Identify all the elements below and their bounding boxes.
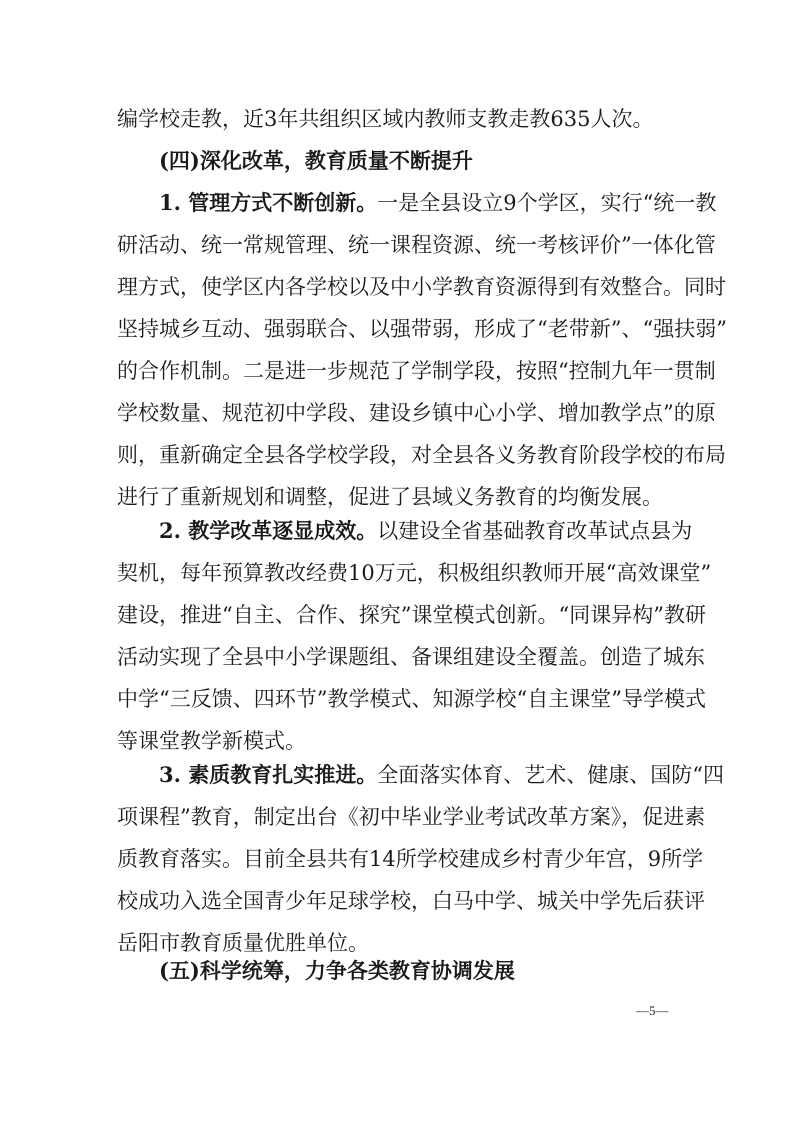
- text-line: [117, 754, 724, 796]
- paragraph-continuation: [117, 98, 686, 140]
- text-line: 学校数量、规范初中学段、建设乡镇中心小学、增加教学点”的原: [117, 401, 716, 425]
- text-line: 活动实现了全县中小学课题组、备课组建设全覆盖。创造了城东: [117, 645, 705, 669]
- text-line: 建设，推进“自主、合作、探究”课堂模式创新。“同课异构”教研: [117, 603, 706, 627]
- text-line: 理方式，使学区内各学校以及中小学教育资源得到有效整合。同时: [117, 275, 726, 299]
- page-number: —5—: [636, 1003, 669, 1018]
- paragraph-item-3: [117, 754, 724, 964]
- text-line: 项课程”教育，制定出台《初中毕业学业考试改革方案》，促进素: [117, 805, 706, 829]
- text-line: 岳阳市教育质量优胜单位。: [117, 931, 369, 955]
- section-heading-5: [117, 950, 686, 992]
- text-line: [117, 182, 717, 224]
- text-line: 坚持城乡互动、强弱联合、以强带弱，形成了“老带新”、“强扶弱”: [117, 317, 727, 341]
- section-heading-text: (四)深化改革，教育质量不断提升: [159, 148, 473, 173]
- text-line: [117, 510, 693, 552]
- text-line: 质教育落实。目前全县共有14所学校建成乡村青少年宫，9所学: [117, 847, 704, 871]
- paragraph-item-1: [117, 182, 727, 518]
- text-line: 研活动、统一常规管理、统一课程资源、统一考核评价”一体化管: [117, 233, 716, 257]
- item-lead: 3. 素质教育扎实推进。: [159, 762, 378, 787]
- text-line: 等课堂教学新模式。: [117, 729, 306, 753]
- text-line: 编学校走教，近3年共组织区域内教师支教走教635人次。: [117, 107, 654, 131]
- section-heading-text: (五)科学统筹，力争各类教育协调发展: [159, 958, 515, 983]
- item-text: 一是全县设立9个学区，实行“统一教: [377, 191, 717, 215]
- text-line: 校成功入选全国青少年足球学校，白马中学、城关中学先后获评: [117, 889, 705, 913]
- item-lead: 1. 管理方式不断创新。: [159, 190, 378, 215]
- section-heading-4: [117, 140, 686, 182]
- text-line: 的合作机制。二是进一步规范了学制学段，按照“控制九年一贯制: [117, 359, 716, 383]
- item-lead: 2. 教学改革逐显成效。: [159, 518, 378, 543]
- text-line: 中学“三反馈、四环节”教学模式、知源学校“自主课堂”导学模式: [117, 687, 706, 711]
- text-line: 契机，每年预算教改经费10万元，积极组织教师开展“高效课堂”: [117, 561, 712, 585]
- item-text: 以建设全省基础教育改革试点县为: [377, 519, 693, 543]
- text-line: 则，重新确定全县各学校学段，对全县各义务教育阶段学校的布局: [117, 443, 726, 467]
- text-line: 进行了重新规划和调整，促进了县域义务教育的均衡发展。: [117, 485, 663, 509]
- item-text: 全面落实体育、艺术、健康、国防“四: [377, 763, 724, 787]
- paragraph-item-2: [117, 510, 712, 762]
